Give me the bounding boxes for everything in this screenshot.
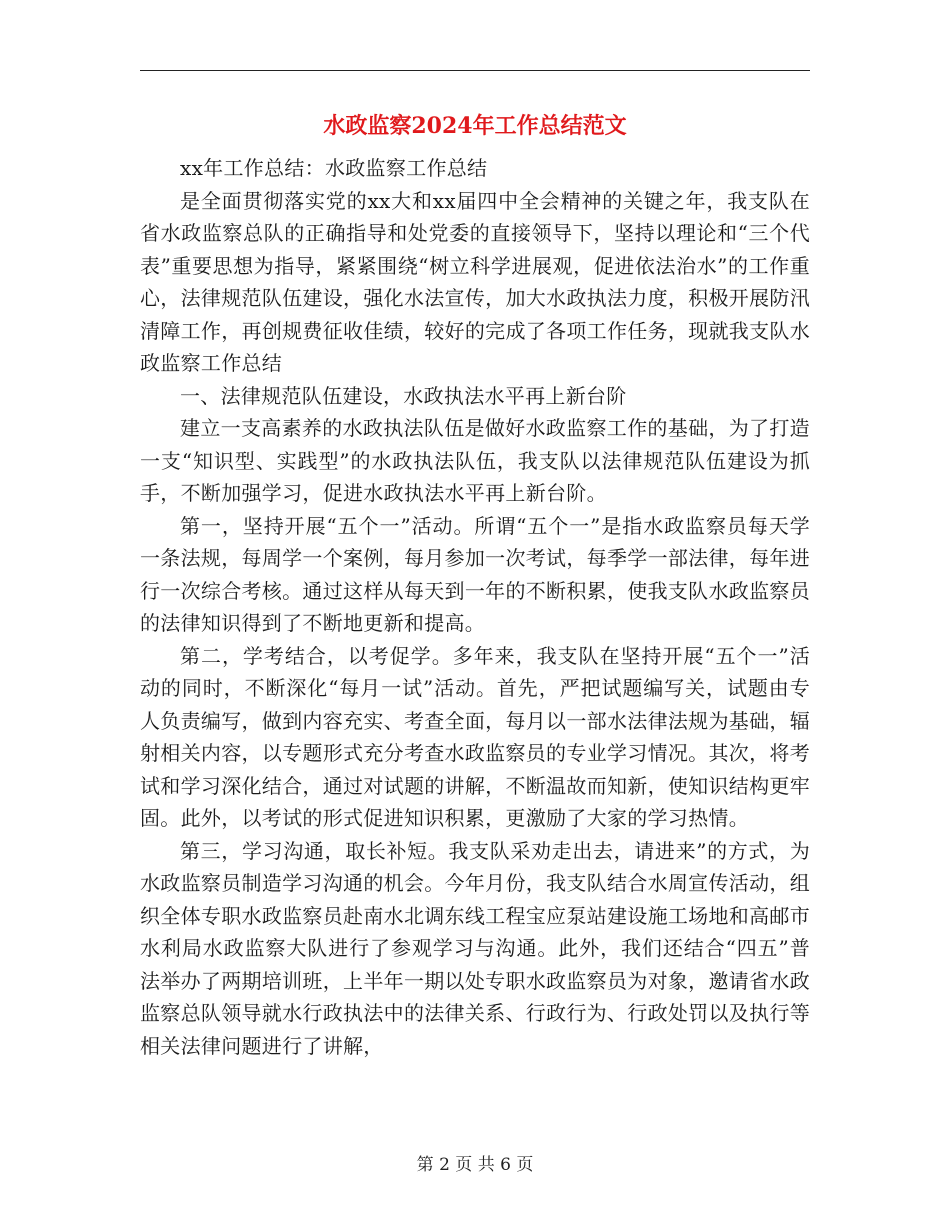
paragraph-point-3: 第三，学习沟通，取长补短。我支队采劝走出去，请进来”的方式，为水政监察员制造学习沟通的机会。今年月份，我支队结合水周宣传活动，组织全体专职水政监察员赴南水北调东线工程宝应泵站建设施工场地和高邮市水利局水政监察大队进行了参观学习与沟通。此外，我们还结合“四五”普法举办了两期培训班，上半年一期以处专职水政监察员为对象，邀请省水政监察总队领导就水行政执法中的法律关系、行政行为、行政处罚以及执行等相关法律问题进行了讲解， — [140, 838, 810, 1058]
document-title: 水政监察2024年工作总结范文 — [323, 113, 627, 139]
section-heading-1: 一、法律规范队伍建设，水政执法水平再上新台阶 — [180, 383, 627, 408]
paragraph-point-1: 第一，坚持开展“五个一”活动。所谓“五个一”是指水政监察员每天学一条法规，每周学一个案例，每月参加一次考试，每季学一部法律，每年进行一次综合考核。通过这样从每天到一年的不断积累，使我支队水政监察员的法律知识得到了不断地更新和提高。 — [140, 513, 810, 635]
paragraph-intro: 是全面贯彻落实党的xx大和xx届四中全会精神的关键之年，我支队在省水政监察总队的正确指导和处党委的直接领导下，坚持以理论和“三个代表”重要思想为指导，紧紧围绕“树立科学进展观，促进依法治水”的工作重心，法律规范队伍建设，强化水法宣传，加大水政执法力度，积极开展防汛清障工作，再创规费征收佳绩，较好的完成了各项工作任务，现就我支队水政监察工作总结 — [140, 188, 810, 375]
paragraph-point-2: 第二，学考结合，以考促学。多年来，我支队在坚持开展“五个一”活动的同时，不断深化“每月一试”活动。首先，严把试题编写关，试题由专人负责编写，做到内容充实、考查全面，每月以一部水法律法规为基础，辐射相关内容，以专题形式充分考查水政监察员的专业学习情况。其次，将考试和学习深化结合，通过对试题的讲解，不断温故而知新，使知识结构更牢固。此外，以考试的形式促进知识积累，更激励了大家的学习热情。 — [140, 643, 810, 830]
paragraph-section-1: 建立一支高素养的水政执法队伍是做好水政监察工作的基础，为了打造一支“知识型、实践型”的水政执法队伍，我支队以法律规范队伍建设为抓手，不断加强学习，促进水政执法水平再上新台阶。 — [140, 416, 810, 505]
header-rule — [140, 70, 810, 71]
document-body — [140, 152, 810, 1062]
paragraph-subtitle: xx年工作总结：水政监察工作总结 — [180, 156, 488, 180]
page-number: 第 2 页 共 6 页 — [416, 1155, 534, 1175]
